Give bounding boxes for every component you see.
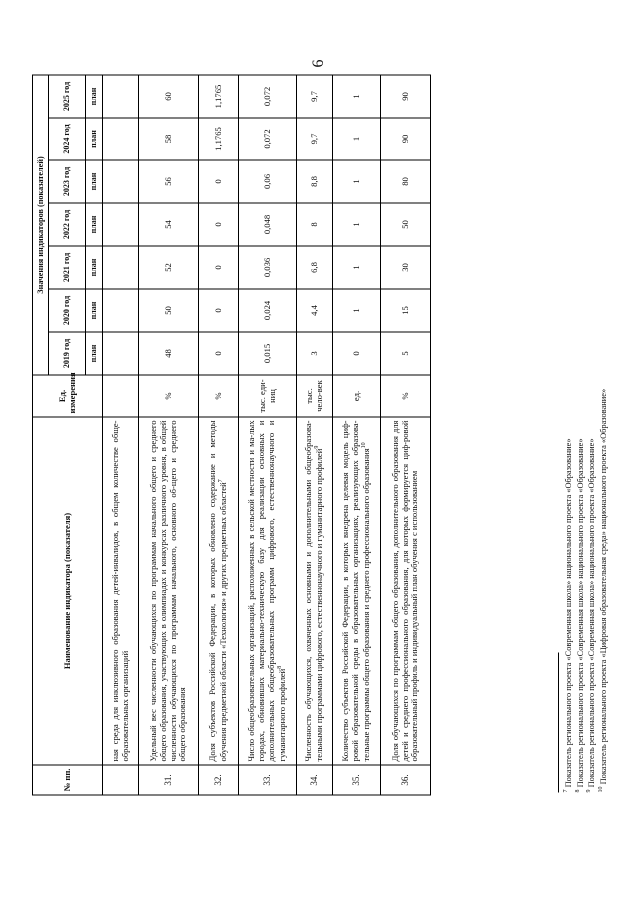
footnote-text: Показатель регионального проекта «Современная школа» национального проекта «Образование»	[586, 437, 596, 787]
table-row	[333, 74, 381, 794]
cell-value: 9,7	[297, 118, 333, 160]
cell-value: 15	[381, 289, 431, 332]
cell-num	[103, 765, 139, 795]
cell-value: 60	[139, 74, 199, 117]
header-plan: план	[86, 74, 103, 117]
cell-unit: %	[139, 375, 199, 417]
cell-name: ная среда для инклюзивного образования детей-инвалидов, в общем количестве обще-образовательных организаций	[103, 417, 139, 765]
header-name: Наименование индикатора (показателя)	[33, 417, 103, 765]
header-year: 2020 год	[49, 289, 86, 332]
cell-name	[381, 417, 431, 765]
header-year: 2024 год	[49, 118, 86, 160]
cell-name	[333, 417, 381, 765]
cell-value: 90	[381, 118, 431, 160]
cell-num: 31.	[139, 765, 199, 795]
footnote-mark: 7	[563, 789, 569, 792]
cell-value: 4,4	[297, 289, 333, 332]
cell-value	[103, 118, 139, 160]
indicator-name: Число общеобразовательных организаций, расположенных в сельской местности и ма-лых городах, обновивших материально-техническую базу для реализации основных и дополнительных общеобразовательных программ цифрового, естественнонаучного и гуманитарного профилей	[246, 420, 287, 761]
cell-unit: тыс. еди-ниц	[239, 375, 297, 417]
footnote-text: Показатель регионального проекта «Современная школа» национального проекта «Образование»	[575, 437, 585, 787]
header-unit: Ед. измерения	[33, 375, 103, 417]
cell-value: 1,1765	[199, 118, 239, 160]
indicator-name: Количество субъектов Российской Федерации, в которых внедрена целевая модель циф-ровой образовательной среды в образовательных организациях, реализующих образова-тельные программы общего образования и среднего профессионального образования	[340, 420, 371, 761]
cell-value: 0,072	[239, 118, 297, 160]
footnote-separator	[558, 652, 559, 792]
footnote-ref: 10	[360, 441, 367, 448]
cell-unit: %	[381, 375, 431, 417]
cell-num: 32.	[199, 765, 239, 795]
cell-value: 1	[333, 74, 381, 117]
header-plan: план	[86, 160, 103, 203]
cell-value: 1	[333, 289, 381, 332]
cell-value: 1	[333, 203, 381, 246]
cell-value: 0	[199, 246, 239, 289]
cell-value	[103, 332, 139, 375]
cell-value: 0	[199, 203, 239, 246]
cell-value: 8	[297, 203, 333, 246]
cell-value: 5	[381, 332, 431, 375]
cell-value: 56	[139, 160, 199, 203]
cell-name	[297, 417, 333, 765]
footnote-text: Показатель регионального проекта «Цифровая образовательная среда» национального проекта «Образование»	[598, 388, 608, 784]
table-row	[297, 74, 333, 794]
cell-unit: тыс. чело-век	[297, 375, 333, 417]
cell-value: 1	[333, 160, 381, 203]
cell-name	[239, 417, 297, 765]
cell-value: 6,8	[297, 246, 333, 289]
cell-num: 35.	[333, 765, 381, 795]
table-row	[381, 74, 431, 794]
cell-value: 0,024	[239, 289, 297, 332]
header-plan: план	[86, 203, 103, 246]
cell-value	[103, 160, 139, 203]
cell-value: 30	[381, 246, 431, 289]
cell-value: 8,8	[297, 160, 333, 203]
footnote	[598, 72, 610, 792]
cell-value	[103, 203, 139, 246]
footnote-ref: 7	[218, 478, 225, 482]
cell-value: 1	[333, 246, 381, 289]
indicator-name: Доля субъектов Российской Федерации, в которых обновлено содержание и методы обучения предметной области «Технология» и других предметных областей	[207, 420, 228, 761]
cell-value: 50	[139, 289, 199, 332]
cell-value: 0,015	[239, 332, 297, 375]
cell-value	[103, 74, 139, 117]
page-number: 6	[310, 59, 327, 67]
cell-value: 0,072	[239, 74, 297, 117]
header-year: 2022 год	[49, 203, 86, 246]
header-plan: план	[86, 246, 103, 289]
footnote-mark: 10	[597, 786, 604, 792]
cell-value: 0	[199, 332, 239, 375]
cell-value: 9,7	[297, 74, 333, 117]
cell-num: 36.	[381, 765, 431, 795]
cell-value: 48	[139, 332, 199, 375]
footnote	[575, 72, 587, 792]
header-plan: план	[86, 332, 103, 375]
cell-name	[199, 417, 239, 765]
indicator-name: Численность обучающихся, охваченных основными и дополнительными общеобразова-тельными программами цифрового, естественнонаучного и гуманитарного профилей	[303, 420, 324, 761]
cell-name	[139, 417, 199, 765]
cell-value: 52	[139, 246, 199, 289]
header-plan: план	[86, 118, 103, 160]
cell-value: 1	[333, 118, 381, 160]
footnote	[563, 72, 575, 792]
header-values-group: Значения индикаторов (показателей)	[33, 74, 49, 374]
cell-value: 0	[333, 332, 381, 375]
cell-value: 0,036	[239, 246, 297, 289]
table-row	[199, 74, 239, 794]
indicator-name: Удельный вес численности обучающихся по программам начального общего и среднего общего образования, участвующих в олимпиадах и конкурсах различного уровня, в общей численности обучающихся по программам начального, основного об-щего и среднего общего образования	[147, 420, 188, 761]
footnote-text: Показатель регионального проекта «Современная школа» национального проекта «Образование»	[563, 437, 573, 787]
table-row	[139, 74, 199, 794]
footnote-ref: 8	[276, 665, 283, 669]
header-plan: план	[86, 289, 103, 332]
cell-num: 33.	[239, 765, 297, 795]
cell-value: 0	[199, 289, 239, 332]
cell-value: 80	[381, 160, 431, 203]
table-header	[33, 74, 103, 794]
cell-value: 0,048	[239, 203, 297, 246]
indicator-name: Доля обучающихся по программам общего образования, дополнительного образования для детей и среднего профессионального образования, для которых формируется циф-ровой образовательный профиль и индивидуальный план обучения с использованием	[389, 420, 420, 761]
table-row-continuation	[103, 74, 139, 794]
cell-unit: ед.	[333, 375, 381, 417]
indicators-table	[32, 74, 431, 795]
cell-value: 58	[139, 118, 199, 160]
footnote	[586, 72, 598, 792]
header-year: 2023 год	[49, 160, 86, 203]
cell-num: 34.	[297, 765, 333, 795]
cell-value: 3	[297, 332, 333, 375]
cell-unit: %	[199, 375, 239, 417]
header-year: 2019 год	[49, 332, 86, 375]
cell-value: 0	[199, 160, 239, 203]
cell-value: 54	[139, 203, 199, 246]
header-num: № пп.	[33, 765, 103, 795]
cell-value: 0,06	[239, 160, 297, 203]
cell-value: 1,1765	[199, 74, 239, 117]
cell-value: 90	[381, 74, 431, 117]
cell-value	[103, 289, 139, 332]
cell-value: 50	[381, 203, 431, 246]
footnote-ref: 9	[314, 445, 321, 449]
table-row	[239, 74, 297, 794]
cell-unit	[103, 375, 139, 417]
header-year: 2021 год	[49, 246, 86, 289]
footnote-mark: 9	[586, 789, 593, 792]
cell-value	[103, 246, 139, 289]
footnote-mark: 8	[574, 789, 581, 792]
footnotes	[563, 72, 609, 792]
header-year: 2025 год	[49, 74, 86, 117]
